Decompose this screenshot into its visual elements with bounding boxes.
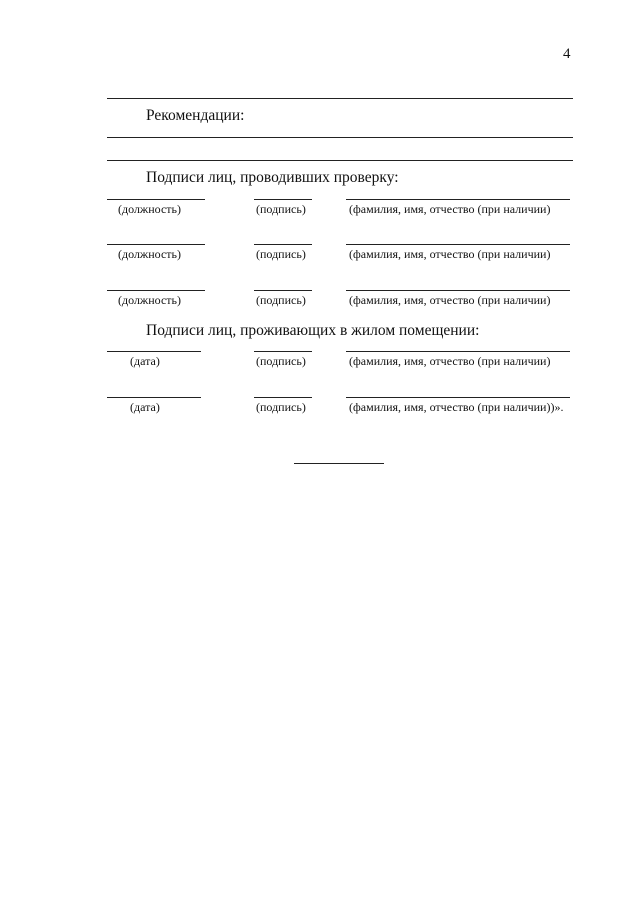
signature-caption: (подпись): [256, 293, 306, 307]
position-caption: (должность): [118, 247, 181, 261]
position-line: [107, 199, 205, 200]
signature-caption: (подпись): [256, 354, 306, 368]
position-line: [107, 244, 205, 245]
full-name-line: [346, 351, 570, 352]
inspector-signature-row: [0, 199, 639, 229]
position-line: [107, 290, 205, 291]
position-caption: (должность): [118, 293, 181, 307]
inspectors-heading: Подписи лиц, проводивших проверку:: [146, 169, 399, 186]
inspector-signature-row: [0, 290, 639, 320]
full-name-caption: (фамилия, имя, отчество (при наличии): [349, 354, 551, 368]
signature-line: [254, 290, 312, 291]
full-name-line: [346, 199, 570, 200]
resident-signature-row: [0, 351, 639, 381]
date-caption: (дата): [130, 354, 160, 368]
full-name-line: [346, 290, 570, 291]
resident-signature-row: [0, 397, 639, 427]
page-number: 4: [563, 46, 571, 62]
signature-caption: (подпись): [256, 247, 306, 261]
signature-line: [254, 351, 312, 352]
full-name-caption: (фамилия, имя, отчество (при наличии): [349, 247, 551, 261]
signature-caption: (подпись): [256, 400, 306, 414]
full-name-caption: (фамилия, имя, отчество (при наличии): [349, 202, 551, 216]
full-name-line: [346, 397, 570, 398]
top-rule: [107, 98, 573, 99]
signature-line: [254, 199, 312, 200]
full-name-caption: (фамилия, имя, отчество (при наличии))».: [349, 400, 564, 414]
signature-caption: (подпись): [256, 202, 306, 216]
residents-heading: Подписи лиц, проживающих в жилом помещении:: [146, 322, 480, 339]
position-caption: (должность): [118, 202, 181, 216]
end-of-document-rule: [294, 463, 384, 464]
full-name-line: [346, 244, 570, 245]
recommendations-label: Рекомендации:: [146, 107, 245, 124]
date-line: [107, 351, 201, 352]
date-caption: (дата): [130, 400, 160, 414]
inspector-signature-row: [0, 244, 639, 274]
signature-line: [254, 244, 312, 245]
recommendations-line-2: [107, 160, 573, 161]
signature-line: [254, 397, 312, 398]
recommendations-line-1: [107, 137, 573, 138]
full-name-caption: (фамилия, имя, отчество (при наличии): [349, 293, 551, 307]
date-line: [107, 397, 201, 398]
